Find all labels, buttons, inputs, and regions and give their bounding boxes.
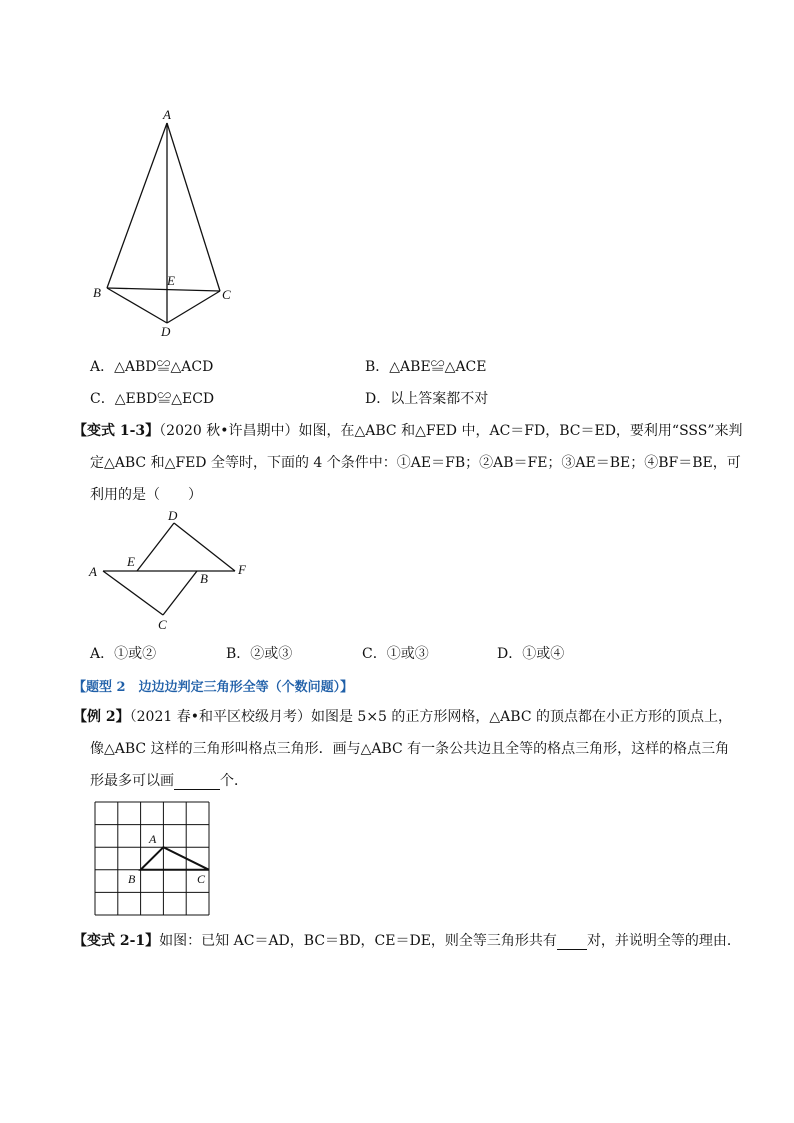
label-a: A bbox=[89, 564, 97, 579]
option-a[interactable]: A．①或② bbox=[90, 646, 157, 662]
question-tag: 【变式 1-3】 bbox=[73, 423, 160, 439]
example-2 bbox=[73, 706, 732, 726]
label-b: B bbox=[200, 571, 208, 586]
label-c: C bbox=[222, 287, 231, 302]
option-a[interactable]: A．△ABD≌△ACD bbox=[90, 359, 214, 375]
example-tag: 【例 2】 bbox=[73, 709, 130, 725]
label-d: D bbox=[168, 508, 178, 523]
figure-kite bbox=[85, 105, 245, 340]
label-c: C bbox=[197, 872, 206, 886]
seg-bd bbox=[107, 288, 167, 323]
label-e: E bbox=[127, 554, 135, 569]
seg-cb bbox=[163, 571, 197, 615]
question-text-line2: 定△ABC 和△FED 全等时，下面的 4 个条件中：①AE＝FB；②AB＝FE；③AE＝BE；④BF＝BE，可 bbox=[90, 455, 741, 471]
question-variant-1-3 bbox=[73, 420, 743, 440]
question-tag: 【变式 2-1】 bbox=[73, 933, 160, 949]
seg-ac bbox=[167, 123, 220, 291]
question-text-line1: （2020 秋•许昌期中）如图，在△ABC 和△FED 中，AC＝FD，BC＝ED，要利用“SSS”来判 bbox=[159, 423, 743, 439]
label-b: B bbox=[93, 285, 101, 300]
seg-bc bbox=[107, 288, 220, 291]
answer-blank[interactable] bbox=[174, 773, 220, 790]
label-f: F bbox=[238, 562, 246, 577]
seg-df bbox=[174, 523, 235, 571]
label-a: A bbox=[163, 107, 171, 122]
figure-grid bbox=[90, 798, 215, 920]
label-c: C bbox=[158, 617, 167, 632]
question-text-a: 如图：已知 AC＝AD，BC＝BD，CE＝DE，则全等三角形共有 bbox=[159, 933, 557, 949]
label-e: E bbox=[167, 273, 175, 288]
option-d[interactable]: D．①或④ bbox=[497, 646, 565, 662]
seg-ab bbox=[107, 123, 167, 288]
question-variant-2-1 bbox=[73, 930, 741, 950]
option-d[interactable]: D．以上答案都不对 bbox=[365, 391, 489, 407]
seg-cd bbox=[167, 291, 220, 323]
label-b: B bbox=[128, 872, 136, 886]
question-text-line3: 利用的是（ ） bbox=[90, 487, 202, 503]
answer-blank[interactable] bbox=[557, 933, 587, 950]
option-b[interactable]: B．②或③ bbox=[226, 646, 293, 662]
example-text-line3 bbox=[90, 770, 248, 790]
label-d: D bbox=[161, 324, 171, 339]
example-text-line3b: 个． bbox=[220, 773, 248, 789]
seg-ed bbox=[137, 523, 174, 571]
example-text-line2: 像△ABC 这样的三角形叫格点三角形．画与△ABC 有一条公共边且全等的格点三角形，这样的格点三角 bbox=[90, 741, 730, 757]
example-text-line3a: 形最多可以画 bbox=[90, 773, 174, 789]
example-text-line1: （2021 春•和平区校级月考）如图是 5×5 的正方形网格，△ABC 的顶点都在小正方形的顶点上， bbox=[129, 709, 732, 725]
seg-ac bbox=[103, 571, 163, 615]
option-b[interactable]: B．△ABE≌△ACE bbox=[365, 359, 487, 375]
question-text-b: 对，并说明全等的理由． bbox=[586, 933, 741, 949]
option-c[interactable]: C．△EBD≌△ECD bbox=[90, 391, 215, 407]
triangle-abc bbox=[141, 847, 209, 870]
section-heading: 【题型 2 边边边判定三角形全等（个数问题）】 bbox=[73, 680, 354, 695]
option-c[interactable]: C．①或③ bbox=[362, 646, 429, 662]
figure-two-triangles bbox=[85, 508, 260, 633]
label-a: A bbox=[149, 832, 157, 846]
